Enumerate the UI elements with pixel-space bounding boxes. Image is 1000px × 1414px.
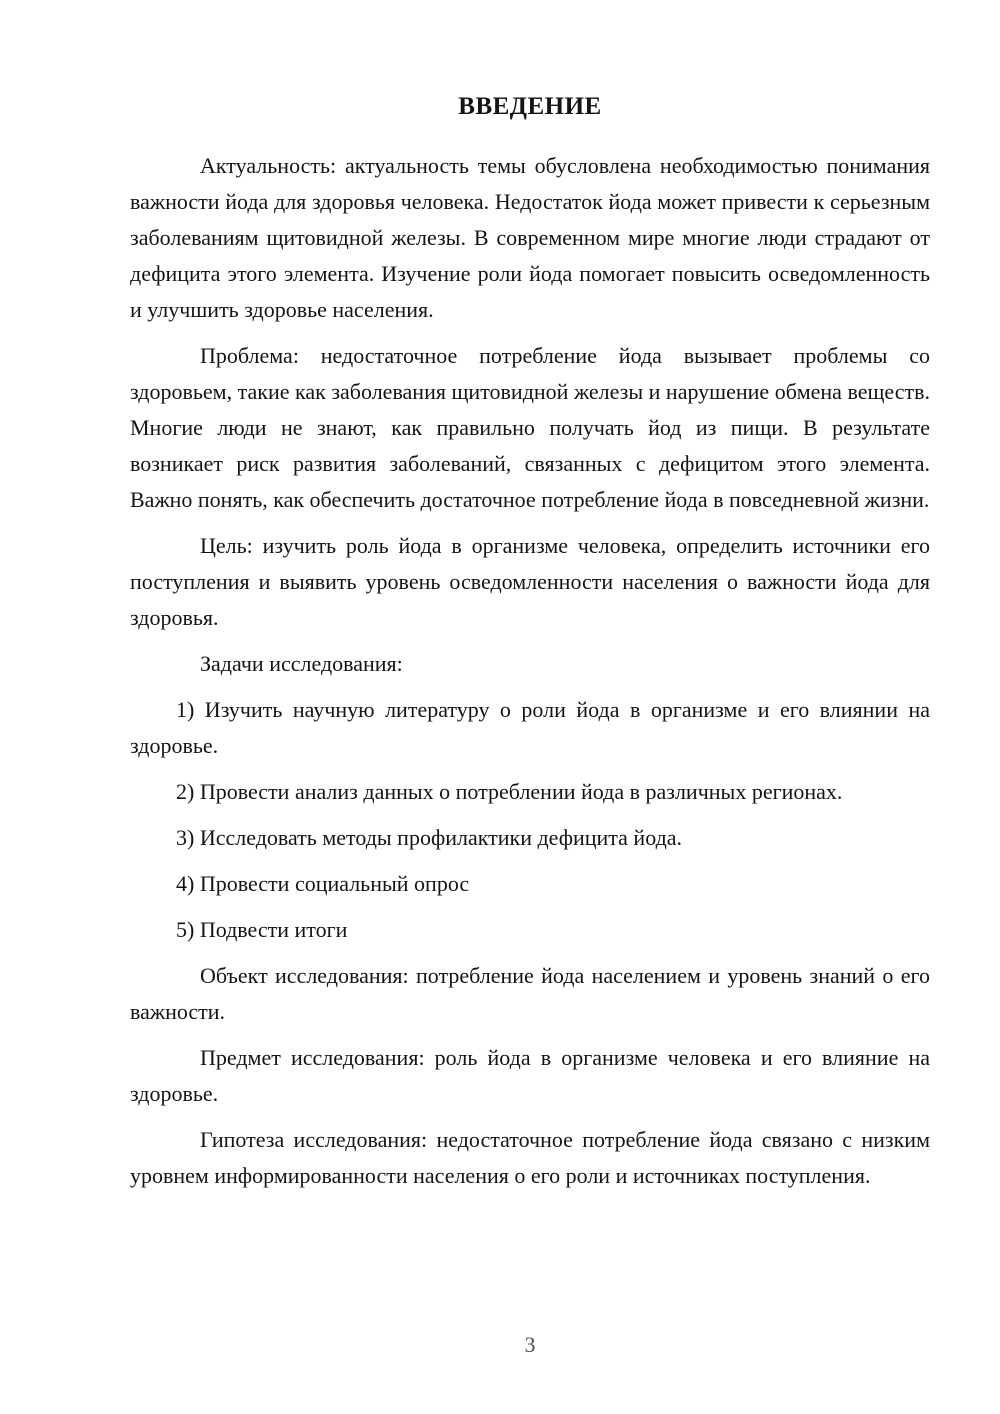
paragraph-hypothesis: Гипотеза исследования: недостаточное потребление йода связано с низким уровнем информированности населения о его роли и источниках поступления. [130, 1127, 930, 1188]
task-item-3: 3) Исследовать методы профилактики дефицита йода. [176, 825, 683, 850]
task-item-5: 5) Подвести итоги [176, 917, 348, 942]
paragraph-problem: Проблема: недостаточное потребление йода вызывает проблемы со здоровьем, такие как заболевания щитовидной железы и нарушение обмена веществ. Многие люди не знают, как правильно получать йод из пищи. В результате возникает риск развития заболеваний, связанных с дефицитом этого элемента. Важно понять, как обеспечить достаточное потребление йода в повседневной жизни. [130, 343, 930, 512]
task-item-1: 1) Изучить научную литературу о роли йода в организме и его влиянии на здоровье. [130, 697, 930, 758]
paragraph-tasks-heading: Задачи исследования: [200, 651, 403, 676]
page-title: ВВЕДЕНИЕ [458, 93, 602, 120]
paragraph-object: Объект исследования: потребление йода населением и уровень знаний о его важности. [130, 963, 930, 1024]
paragraph-goal: Цель: изучить роль йода в организме человека, определить источники его поступления и выявить уровень осведомленности населения о важности йода для здоровья. [130, 533, 930, 630]
paragraph-subject: Предмет исследования: роль йода в организме человека и его влияние на здоровье. [130, 1045, 930, 1106]
paragraph-relevance: Актуальность: актуальность темы обусловлена необходимостью понимания важности йода для здоровья человека. Недостаток йода может привести к серьезным заболеваниям щитовидной железы. В современном мире многие люди страдают от дефицита этого элемента. Изучение роли йода помогает повысить осведомленность и улучшить здоровье населения. [130, 153, 930, 322]
task-item-2: 2) Провести анализ данных о потреблении йода в различных регионах. [176, 779, 843, 804]
document-content [130, 92, 930, 1204]
page-number: 3 [524, 1332, 536, 1357]
task-item-4: 4) Провести социальный опрос [176, 871, 470, 896]
